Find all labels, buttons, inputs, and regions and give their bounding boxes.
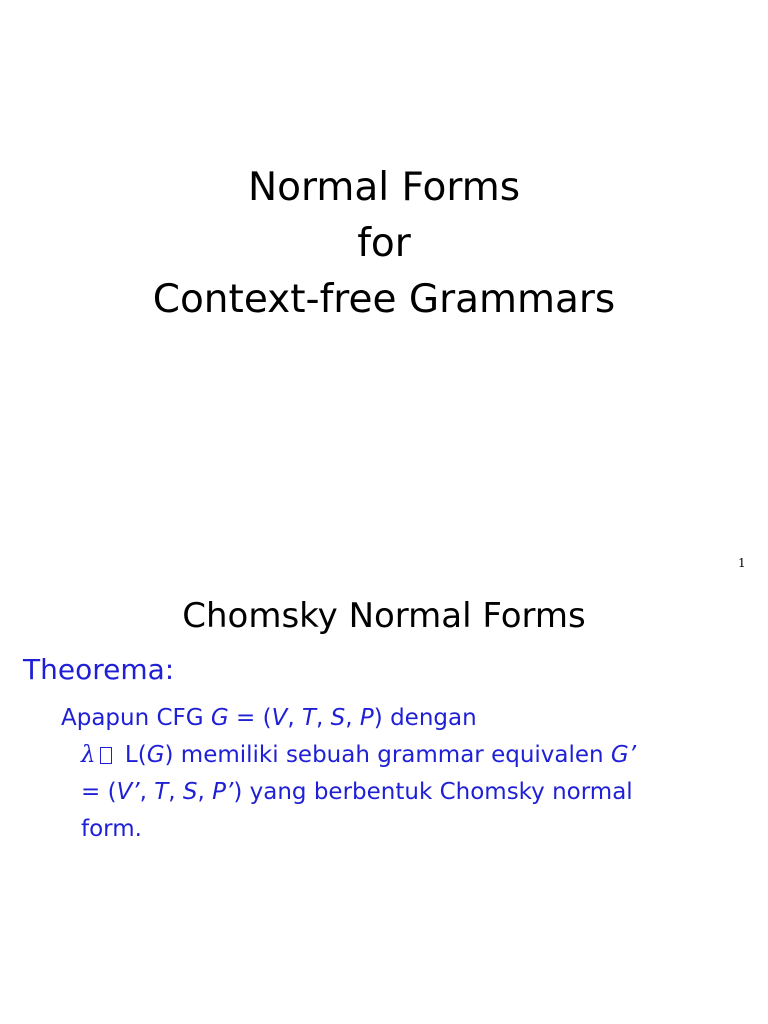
text-segment: Apapun CFG: [61, 705, 211, 731]
grammar-symbol: G: [210, 705, 229, 731]
terminals-symbol: T: [301, 705, 317, 731]
start-symbol: S: [330, 705, 346, 731]
text-segment: = (: [228, 705, 272, 731]
theorem-line-3: [61, 774, 751, 811]
productions-symbol: P: [359, 705, 374, 731]
text-segment: = (: [81, 779, 117, 805]
lambda-symbol: λ: [81, 742, 96, 768]
title-line-2: for: [357, 221, 411, 266]
text-segment: ,: [197, 779, 213, 805]
productions-symbol: P’: [212, 779, 234, 805]
text-segment: ,: [345, 705, 360, 731]
theorem-line-1: [61, 700, 751, 737]
theorem-label: Theorema:: [23, 653, 175, 686]
title-line-1: Normal Forms: [247, 165, 521, 210]
variables-symbol: V’: [116, 779, 140, 805]
slide-title: Chomsky Normal Forms: [182, 596, 586, 636]
content-slide: [0, 580, 768, 1024]
text-segment: ,: [168, 779, 183, 805]
grammar-symbol: G: [146, 742, 165, 768]
theorem-line-2: [61, 737, 751, 774]
text-segment: ) dengan: [373, 705, 477, 731]
text-segment: ,: [287, 705, 302, 731]
text-segment: ,: [316, 705, 331, 731]
text-segment: L(: [117, 742, 147, 768]
theorem-statement: [61, 700, 751, 848]
text-segment: form.: [81, 816, 142, 842]
missing-glyph-icon: [100, 747, 112, 764]
terminals-symbol: T: [154, 779, 169, 805]
text-segment: ) memiliki sebuah grammar equivalen: [164, 742, 611, 768]
slide-title: [0, 160, 768, 328]
variables-symbol: V: [271, 705, 288, 731]
title-line-3: Context-free Grammars: [152, 277, 616, 322]
text-segment: ) yang berbentuk Chomsky normal: [233, 779, 633, 805]
start-symbol: S: [182, 779, 198, 805]
text-segment: ,: [139, 779, 155, 805]
page-number: 1: [738, 556, 746, 570]
theorem-line-4: [61, 811, 751, 848]
equivalent-grammar-symbol: G’: [610, 742, 637, 768]
